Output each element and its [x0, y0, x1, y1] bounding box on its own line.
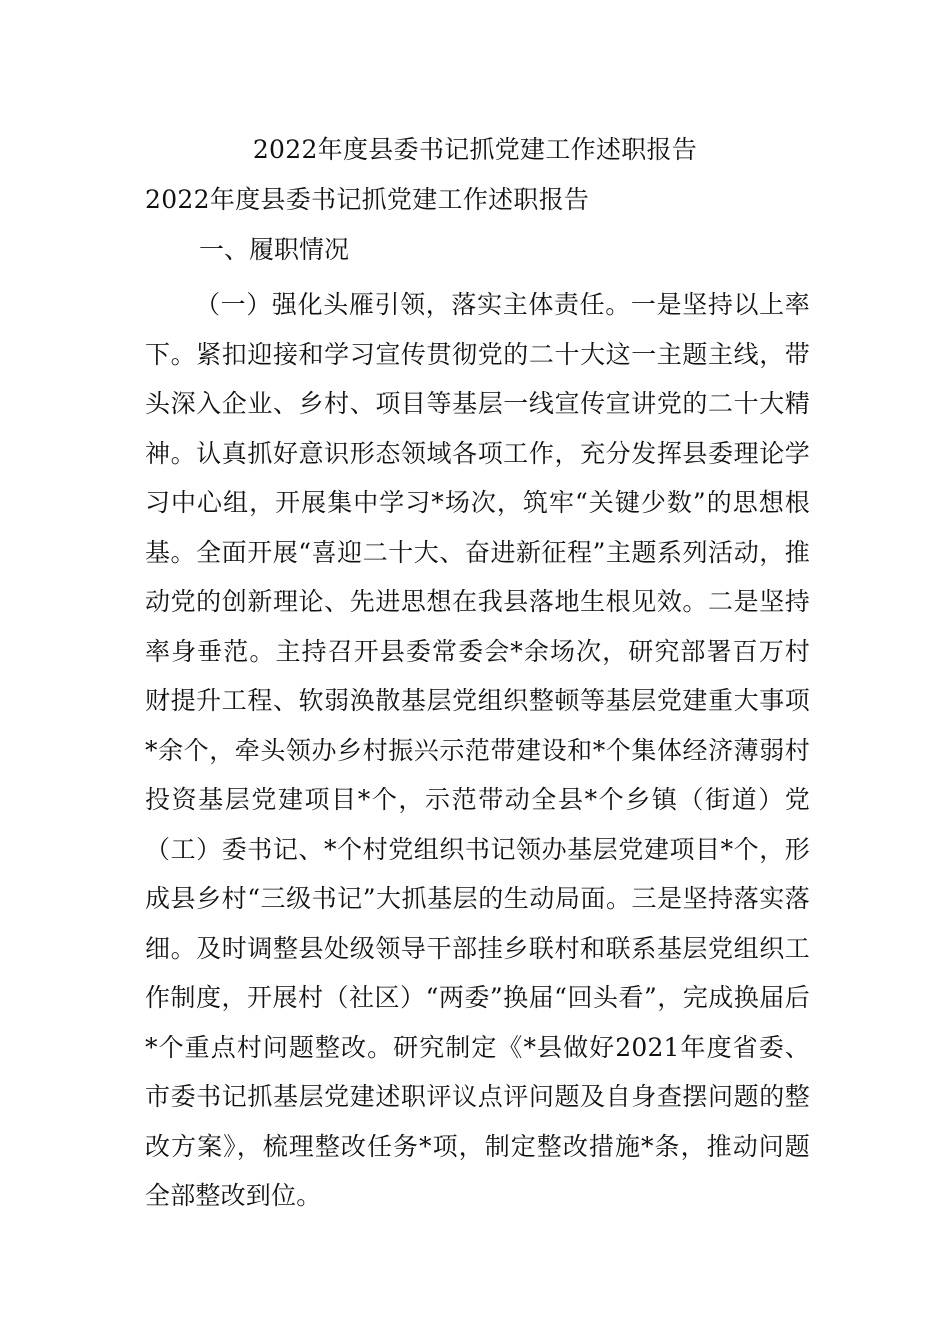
- body-paragraph: （一）强化头雁引领，落实主体责任。一是坚持以上率下。紧扣迎接和学习宣传贯彻党的二十大这一主题主线，带头深入企业、乡村、项目等基层一线宣传宣讲党的二十大精神。认真抓好意识形态领域各项工作，充分发挥县委理论学习中心组，开展集中学习*场次，筑牢“关键少数”的思想根基。全面开展“喜迎二十大、奋进新征程”主题系列活动，推动党的创新理论、先进思想在我县落地生根见效。二是坚持率身垂范。主持召开县委常委会*余场次，研究部署百万村财提升工程、软弱涣散基层党组织整顿等基层党建重大事项*余个，牵头领办乡村振兴示范带建设和*个集体经济薄弱村投资基层党建项目*个，示范带动全县*个乡镇（街道）党（工）委书记、*个村党组织书记领办基层党建项目*个，形成县乡村“三级书记”大抓基层的生动局面。三是坚持落实落细。及时调整县处级领导干部挂乡联村和联系基层党组织工作制度，开展村（社区）“两委”换届“回头看”，完成换届后*个重点村问题整改。研究制定《*县做好2021年度省委、市委书记抓基层党建述职评议点评问题及自身查摆问题的整改方案》，梳理整改任务*项，制定整改措施*条，推动问题全部整改到位。: [145, 290, 810, 1210]
- document-subtitle: 2022年度县委书记抓党建工作述职报告: [145, 185, 590, 214]
- document-title: 2022年度县委书记抓党建工作述职报告: [252, 135, 698, 164]
- section-heading: 一、履职情况: [199, 235, 350, 264]
